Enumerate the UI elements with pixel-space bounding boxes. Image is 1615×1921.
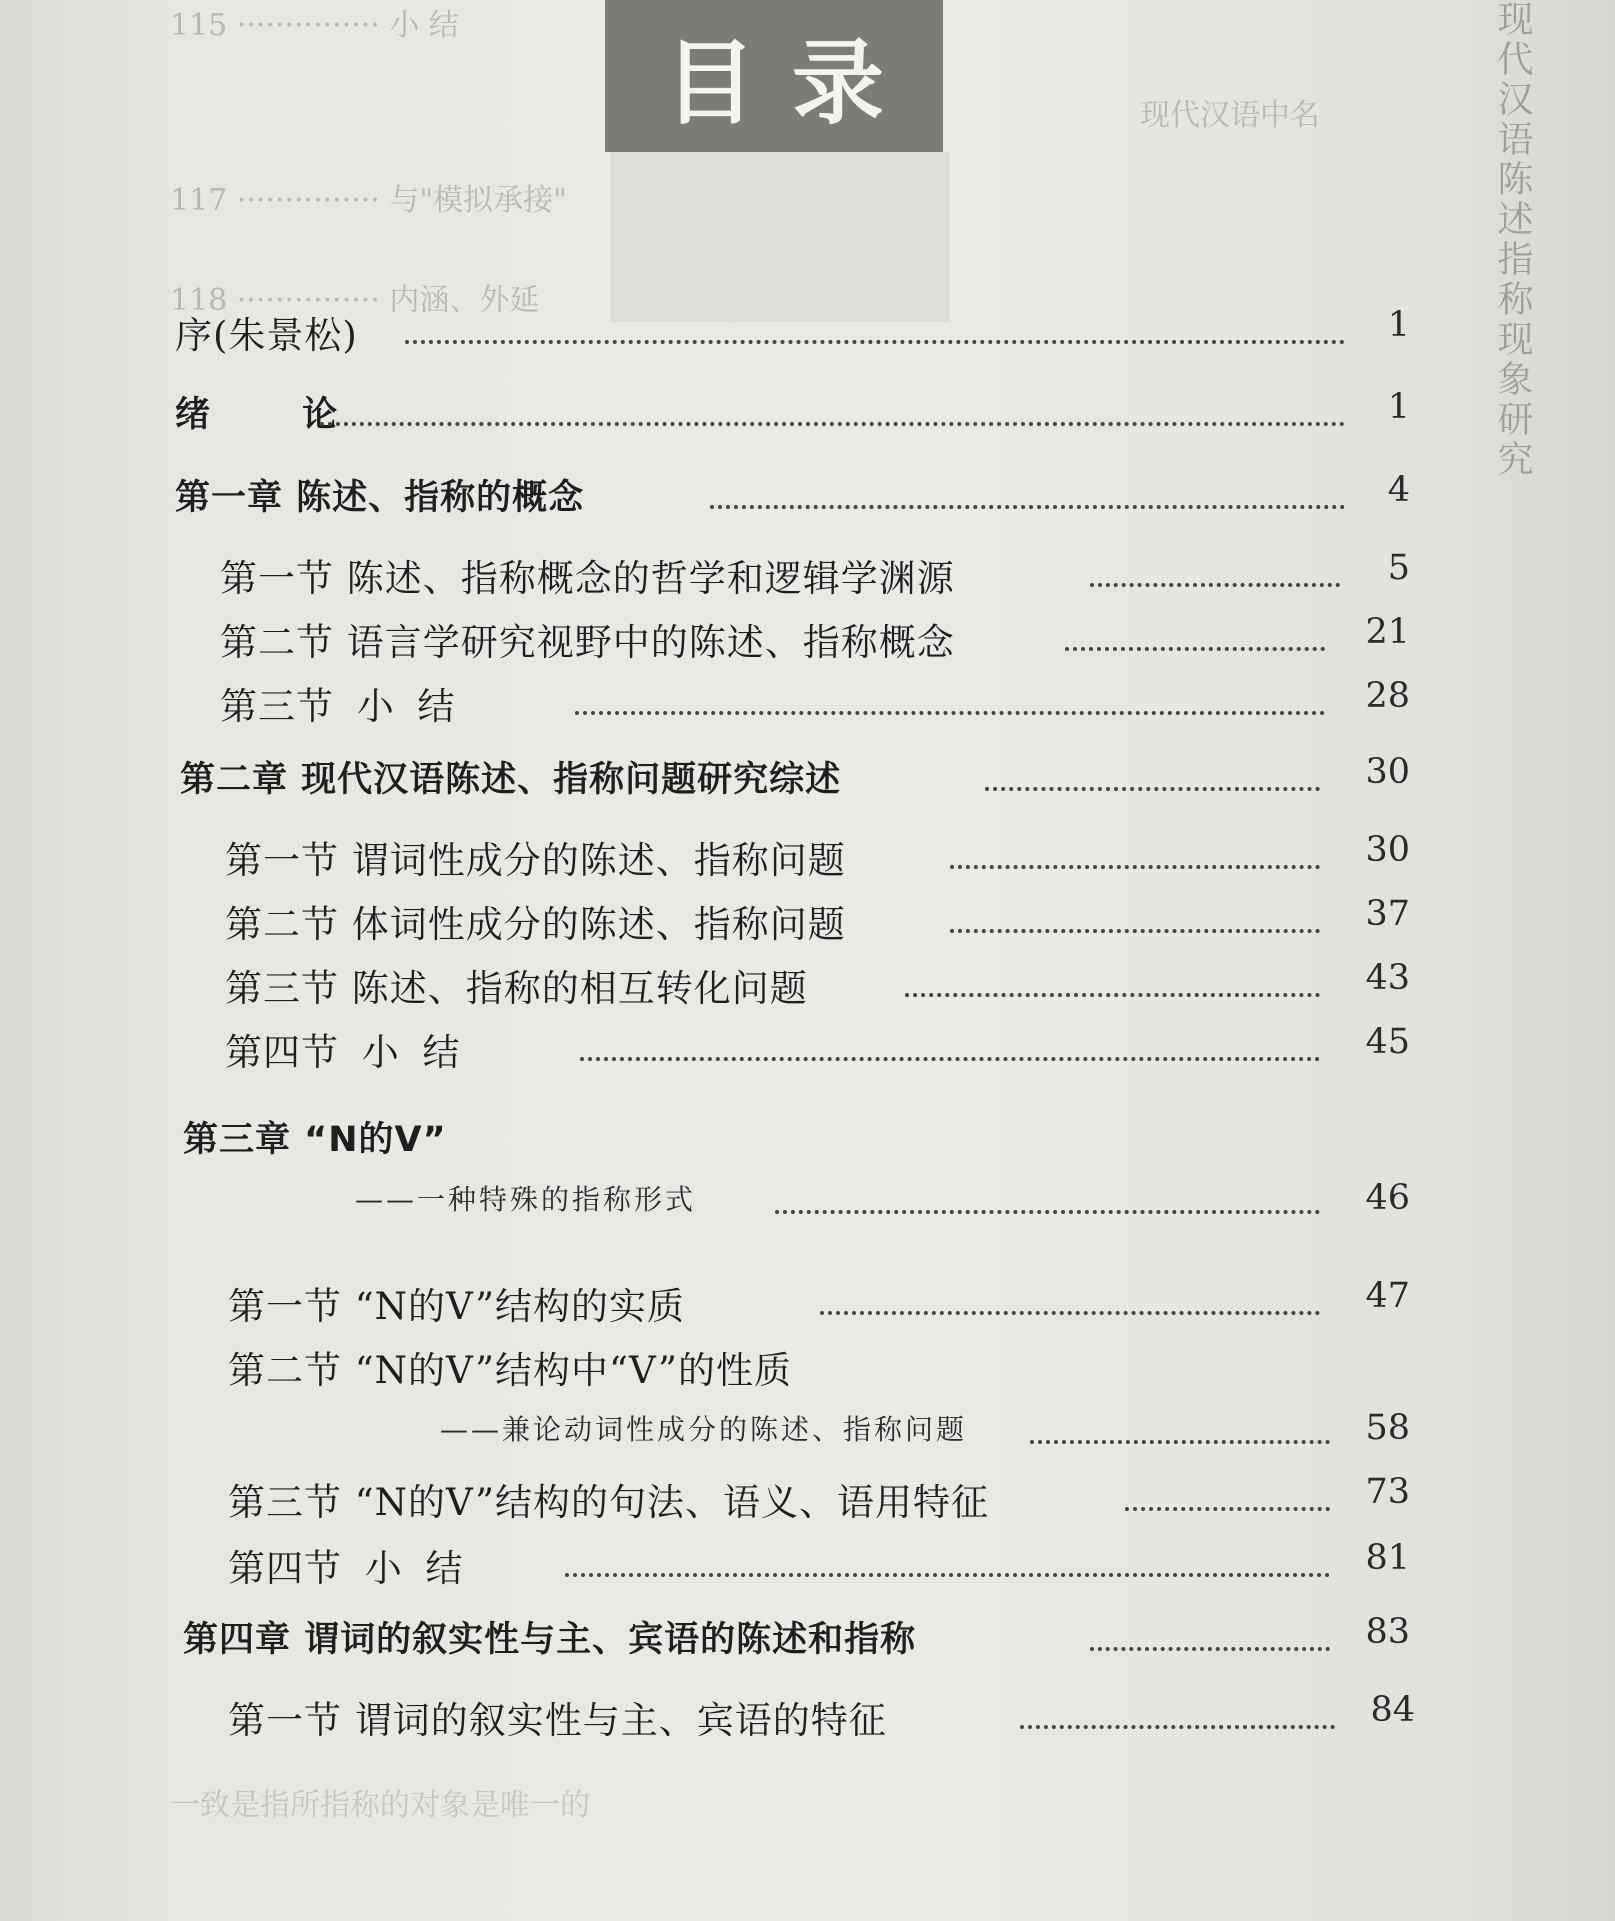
toc-entry-page: 81 [1365, 1538, 1410, 1578]
toc-section [0, 1276, 1615, 1336]
toc-entry-label: 序(朱景松) [175, 314, 358, 357]
toc-entry-page: 45 [1365, 1022, 1410, 1062]
spine-ghost-text: 现代汉语陈述指称现象研究 [1492, 0, 1533, 480]
ghost-text: 115 ··············· 小 结 [170, 8, 459, 43]
leader-dots [565, 1573, 1330, 1577]
leader-dots [905, 993, 1320, 997]
toc-section [0, 1340, 1615, 1400]
toc-entry-label: 第一节 陈述、指称概念的哲学和逻辑学渊源 [220, 557, 955, 600]
toc-section [0, 676, 1615, 736]
toc-entry-page: 1 [1387, 387, 1410, 427]
toc-title-box [605, 0, 943, 152]
toc-entry-label: 第三节 “N的V”结构的句法、语义、语用特征 [228, 1481, 990, 1524]
leader-dots [985, 787, 1320, 791]
leader-dots [950, 865, 1320, 869]
toc-entry-label: 第二章 现代汉语陈述、指称问题研究综述 [180, 760, 842, 800]
toc-entry-page: 83 [1365, 1612, 1410, 1652]
toc-section [0, 830, 1615, 890]
ghost-text: 118 ··············· 内涵、外延 [170, 283, 540, 318]
toc-entry-page: 84 [1370, 1690, 1415, 1730]
toc-entry-page: 46 [1365, 1178, 1410, 1218]
toc-entry-page: 43 [1365, 958, 1410, 998]
toc-entry-label: 第一节 谓词性成分的陈述、指称问题 [225, 839, 846, 882]
leader-dots [580, 1057, 1320, 1061]
leader-dots [950, 929, 1320, 933]
toc-entry-label: 绪 论 [175, 395, 378, 435]
ghost-text: 现代汉语中名 [1140, 98, 1320, 133]
toc-entry-page: 4 [1387, 470, 1410, 510]
leader-dots [1020, 1725, 1335, 1729]
toc-chapter [0, 752, 1615, 812]
toc-section [0, 1538, 1615, 1598]
toc-entry-label: 第四节 小 结 [228, 1547, 464, 1590]
toc-entry-label: 第三章 “N的V” [183, 1120, 447, 1160]
toc-entry-label: 第四节 小 结 [225, 1031, 461, 1074]
toc-entry-label: 第二节 “N的V”结构中“V”的性质 [228, 1349, 792, 1392]
leader-dots [405, 340, 1345, 344]
leader-dots [575, 711, 1325, 715]
toc-entry-page: 21 [1365, 612, 1410, 652]
toc-entry-page: 5 [1387, 548, 1410, 588]
toc-entry [0, 387, 1615, 447]
toc-section [0, 958, 1615, 1018]
toc-section [0, 1022, 1615, 1082]
toc-entry-label: 第一节 “N的V”结构的实质 [228, 1285, 686, 1328]
toc-section [0, 894, 1615, 954]
toc-entry-label: 第三节 陈述、指称的相互转化问题 [225, 967, 808, 1010]
leader-dots [710, 505, 1345, 509]
toc-entry-label: 第三节 小 结 [220, 685, 456, 728]
toc-title: 目录 [663, 30, 920, 137]
toc-section [0, 1690, 1615, 1750]
toc-chapter [0, 470, 1615, 530]
leader-dots [820, 1311, 1320, 1315]
leader-dots [320, 422, 1345, 426]
toc-section [0, 548, 1615, 608]
toc-entry-label: 第二节 语言学研究视野中的陈述、指称概念 [220, 621, 955, 664]
toc-entry-page: 73 [1365, 1472, 1410, 1512]
toc-entry-page: 30 [1365, 752, 1410, 792]
toc-entry-label: 第一节 谓词的叙实性与主、宾语的特征 [228, 1699, 887, 1742]
toc-subtitle [0, 1178, 1615, 1238]
toc-entry-label: ——一种特殊的指称形式 [355, 1183, 697, 1216]
toc-chapter [0, 1612, 1615, 1672]
toc-subtitle [0, 1408, 1615, 1468]
toc-chapter [0, 1112, 1615, 1172]
title-shadow [610, 152, 950, 322]
toc-entry-label: 第二节 体词性成分的陈述、指称问题 [225, 903, 846, 946]
toc-entry-page: 37 [1365, 894, 1410, 934]
toc-entry-label: ——兼论动词性成分的陈述、指称问题 [440, 1413, 968, 1446]
toc-entry-label: 第一章 陈述、指称的概念 [175, 478, 585, 518]
leader-dots [1125, 1507, 1330, 1511]
toc-entry [0, 305, 1615, 365]
leader-dots [1090, 1647, 1330, 1651]
ghost-text: 一致是指所指称的对象是唯一的 [170, 1788, 590, 1823]
leader-dots [1065, 647, 1325, 651]
toc-entry-page: 58 [1365, 1408, 1410, 1448]
ghost-text: 117 ··············· 与"模拟承接" [170, 183, 567, 218]
toc-entry-page: 28 [1365, 676, 1410, 716]
toc-section [0, 612, 1615, 672]
toc-entry-page: 30 [1365, 830, 1410, 870]
leader-dots [1090, 583, 1340, 587]
leader-dots [775, 1210, 1320, 1214]
toc-entry-page: 47 [1365, 1276, 1410, 1316]
toc-section [0, 1472, 1615, 1532]
toc-entry-page: 1 [1387, 305, 1410, 345]
toc-entry-label: 第四章 谓词的叙实性与主、宾语的陈述和指称 [183, 1620, 917, 1660]
leader-dots [1030, 1440, 1330, 1444]
